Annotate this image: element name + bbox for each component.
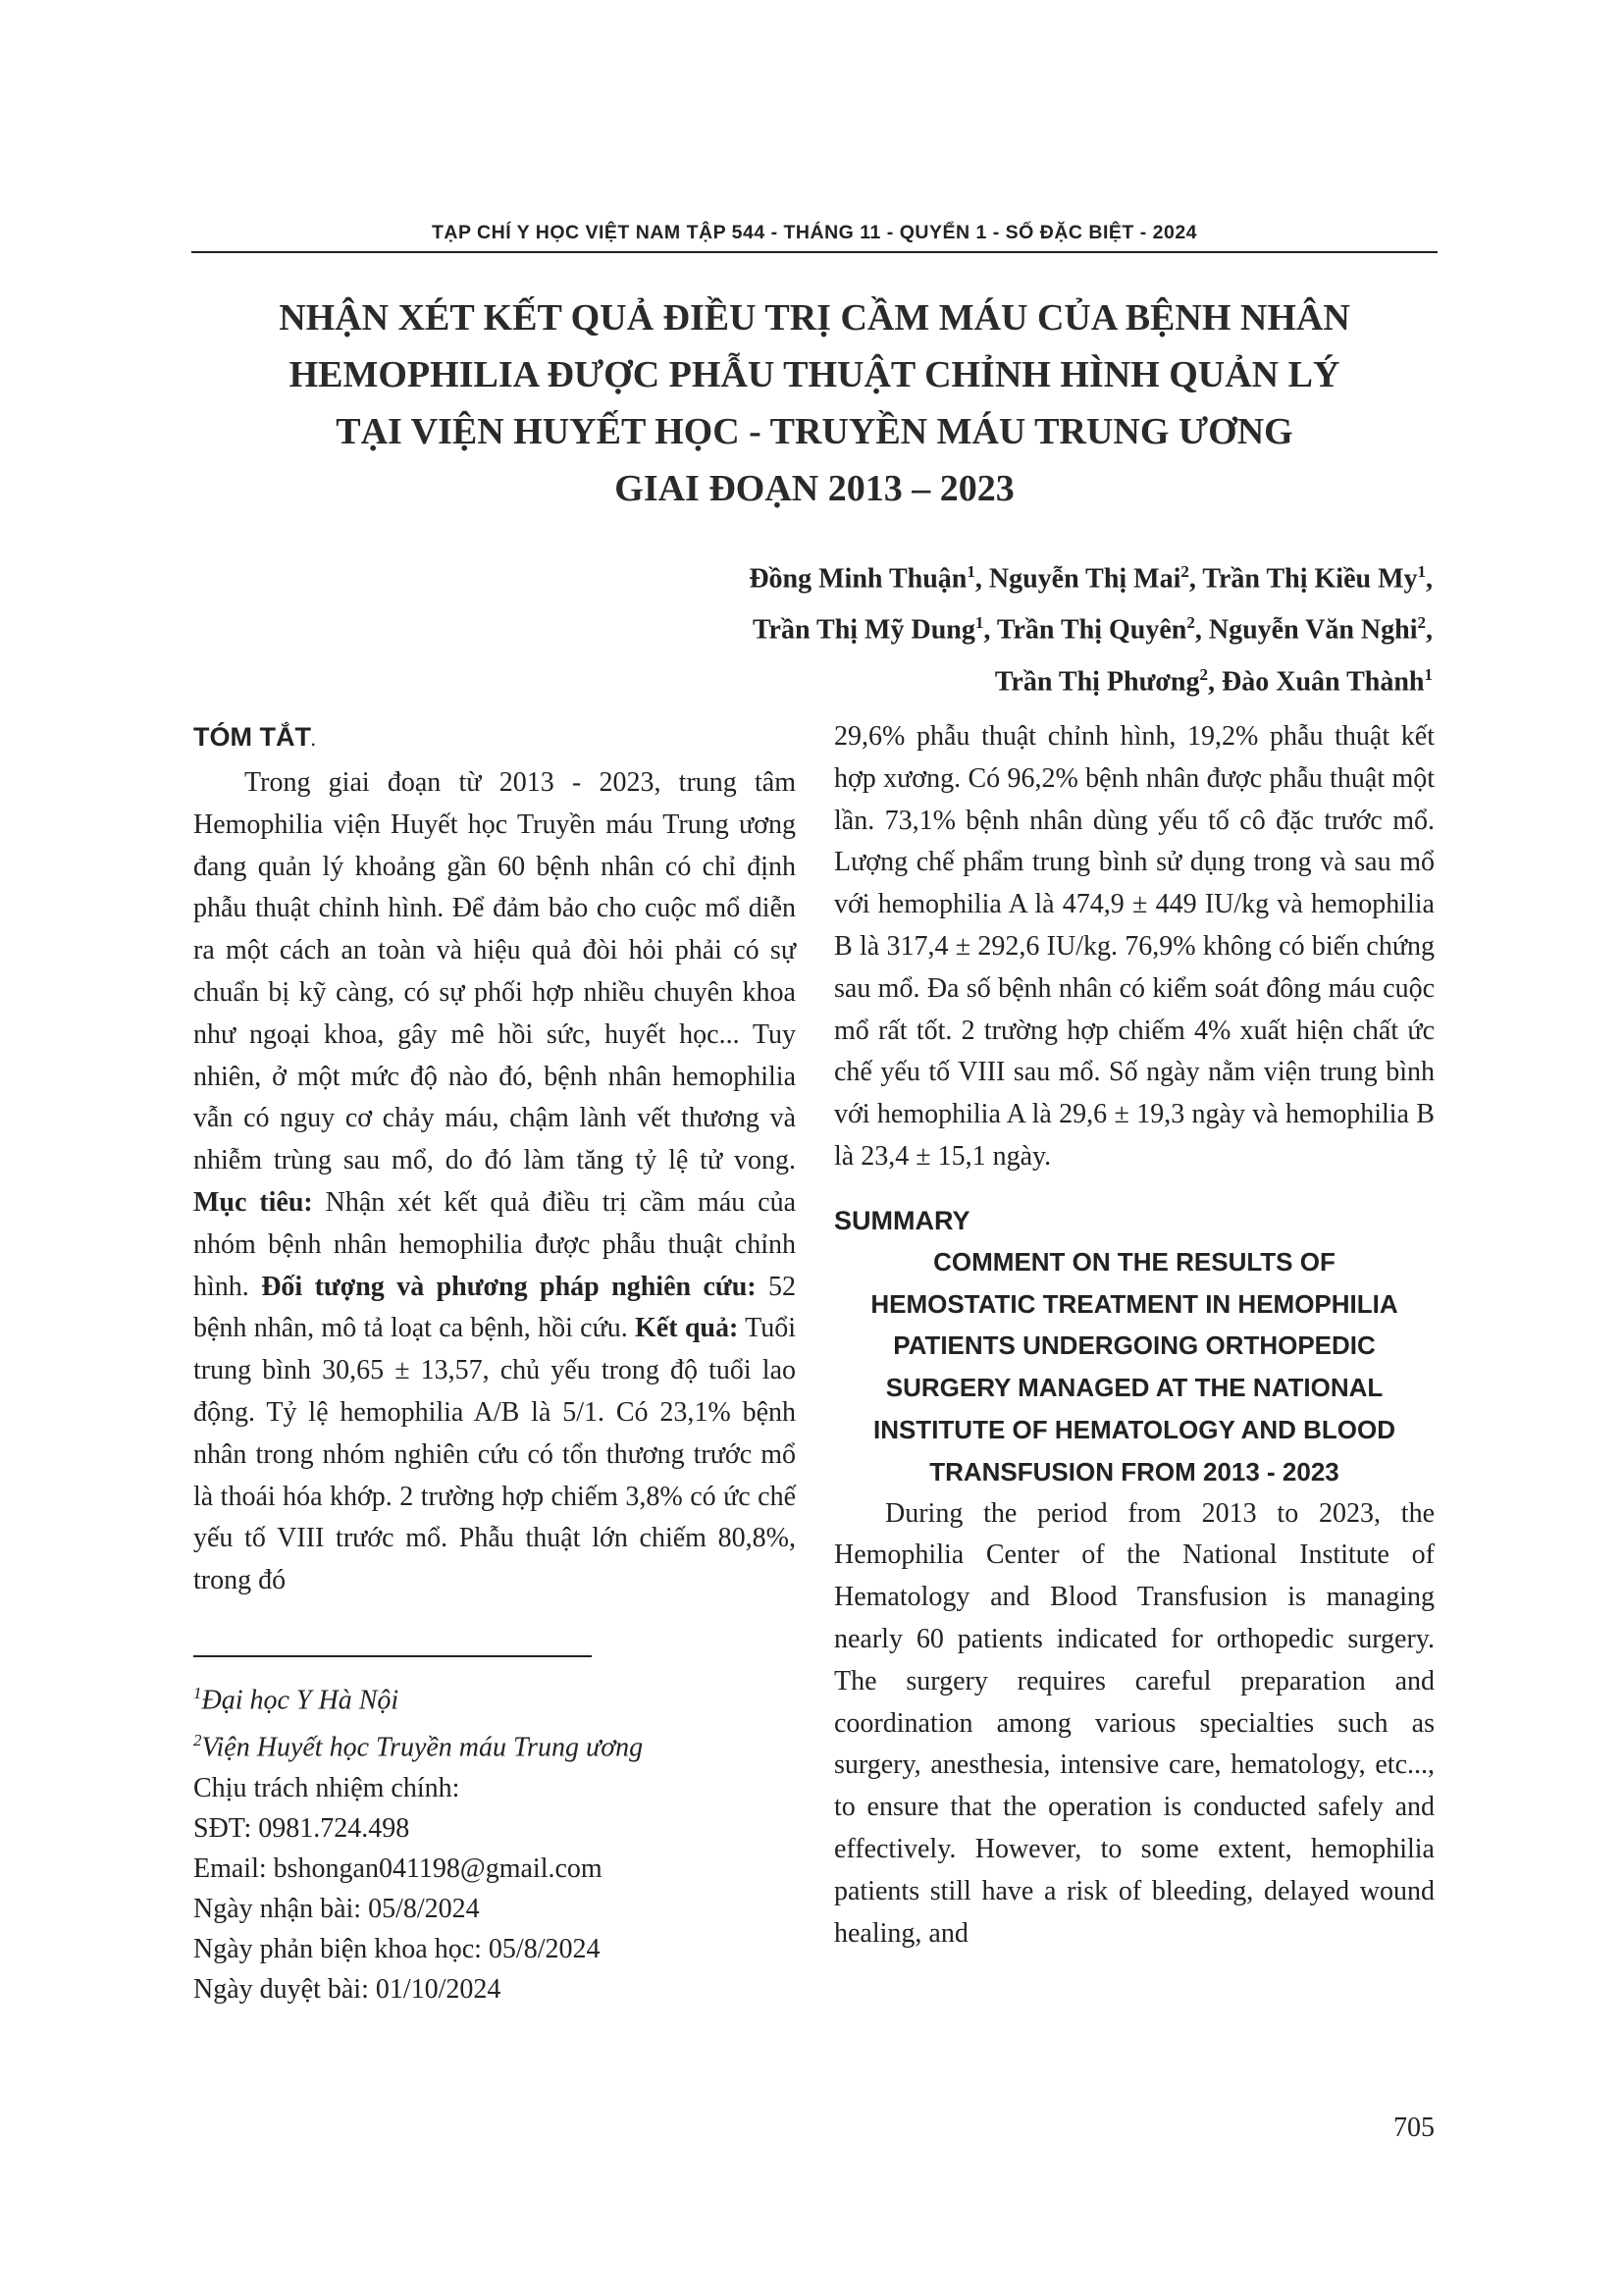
title-line: GIAI ĐOẠN 2013 – 2023 bbox=[614, 468, 1015, 509]
summary-title-line: COMMENT ON THE RESULTS OF bbox=[933, 1246, 1336, 1277]
header-rule bbox=[191, 251, 1438, 253]
summary-title-line: INSTITUTE OF HEMATOLOGY AND BLOOD bbox=[872, 1414, 1396, 1444]
author-name: Nguyễn Văn Nghi bbox=[1208, 614, 1418, 646]
affiliation-1: $^1$Đại học Y Hà Nội bbox=[193, 1684, 399, 1716]
date-received: Ngày nhận bài: 05/8/2024 bbox=[193, 1893, 480, 1924]
author-name: Đào Xuân Thành bbox=[1222, 665, 1425, 697]
abstract-heading: TÓM TẮT. bbox=[193, 722, 316, 752]
phone-number: SĐT: 0981.724.498 bbox=[193, 1812, 410, 1844]
author-name: Trần Thị Mỹ Dung bbox=[752, 614, 975, 646]
objective-label: Mục tiêu: bbox=[193, 1186, 313, 1218]
author-name: Trần Thị Quyên bbox=[996, 614, 1187, 646]
summary-body: During the period from 2013 to 2023, the Hemophilia Center of the National Institute of Hematology and Blood Transfusion is managing nearly 60 patients indicated for orthopedic surgery. The surgery requires careful preparation and coordination among various specialties such as surgery, anesthesia, intensive care, hematology, etc..., to ensure that the operation is conducted safely and effectively. However, to some extent, hemophilia patients still have a risk of bleeding, delayed wound healing, and bbox=[834, 1497, 1435, 1949]
page-number: 705 bbox=[1393, 2113, 1435, 2143]
running-header: TẠP CHÍ Y HỌC VIỆT NAM TẬP 544 - THÁNG 11 - QUYỂN 1 - SỐ ĐẶC BIỆT - 2024 bbox=[431, 222, 1198, 243]
affiliation-mark: 1 bbox=[974, 613, 984, 633]
corresponding-author-label: Chịu trách nhiệm chính: bbox=[193, 1772, 460, 1803]
affiliation-mark: 2 bbox=[1180, 562, 1189, 581]
summary-title-line: SURGERY MANAGED AT THE NATIONAL bbox=[885, 1373, 1384, 1403]
methods-label: Đối tượng và phương pháp nghiên cứu: bbox=[261, 1271, 757, 1302]
abstract-body: Trong giai đoạn từ 2013 - 2023, trung tâm Hemophilia viện Huyết học Truyền máu Trung ương đang quản lý khoảng gần 60 bệnh nhân có chỉ định phẫu thuật chỉnh hình. Để đảm bảo cho cuộc mổ diễn ra một cách an toàn và hiệu quả đòi hỏi phải có sự chuẩn bị kỹ càng, có sự phối hợp nhiều chuyên khoa như ngoại khoa, gây mê hồi sức, huyết học... Tuy nhiên, ở một mức độ nào đó, bệnh nhân hemophilia vẫn có nguy cơ chảy máu, chậm lành vết thương và nhiễm trùng sau mổ, do đó làm tăng tỷ lệ tử vong. Mục tiêu: Nhận xét kết quả điều trị cầm máu của nhóm bệnh nhân hemophilia được phẫu thuật chỉnh hình. Đối tượng và phương pháp nghiên cứu: 52 bệnh nhân, mô tả loạt ca bệnh, hồi cứu. Kết quả: Tuổi trung bình 30,65 ± 13,57, chủ yếu trong độ tuổi lao động. Tỷ lệ hemophilia A/B là 5/1. Có 23,1% bệnh nhân trong nhóm nghiên cứu có tổn thương trước mổ là thoái hóa khớp. 2 trường hợp chiếm 3,8% có ức chế yếu tố VIII trước mổ. Phẫu thuật lớn chiếm 80,8%, trong đó bbox=[193, 767, 797, 1596]
summary-heading: SUMMARY bbox=[834, 1205, 970, 1235]
author-name: Trần Thị Phương bbox=[994, 665, 1200, 697]
affiliation-mark: 2 bbox=[1199, 664, 1209, 684]
affiliation-mark: 2 bbox=[1417, 613, 1426, 633]
footnotes bbox=[193, 1673, 796, 2009]
results-label: Kết quả: bbox=[635, 1313, 739, 1344]
article-title bbox=[191, 289, 1438, 517]
abstract-continued: 29,6% phẫu thuật chỉnh hình, 19,2% phẫu thuật kết hợp xương. Có 96,2% bệnh nhân được phẫu thuật một lần. 73,1% bệnh nhân dùng yếu tố cô đặc trước mổ. Lượng chế phẩm trung bình sử dụng trong và sau mổ với hemophilia A là 474,9 ± 449 IU/kg và hemophilia B là 317,4 ± 292,6 IU/kg. 76,9% không có biến chứng sau mổ. Đa số bệnh nhân có kiểm soát đông máu cuộc mổ rất tốt. 2 trường hợp chiếm 4% xuất hiện chất ức chế yếu tố VIII sau mổ. Số ngày nằm viện trung bình với hemophilia A là 29,6 ± 19,3 ngày và hemophilia B là 23,4 ± 15,1 ngày. bbox=[834, 721, 1435, 1172]
summary-title-line: PATIENTS UNDERGOING ORTHOPEDIC bbox=[893, 1331, 1376, 1361]
date-reviewed: Ngày phản biện khoa học: 05/8/2024 bbox=[193, 1933, 601, 1964]
affiliation-mark: 1 bbox=[967, 562, 975, 581]
affiliation-mark: 1 bbox=[1417, 562, 1426, 581]
footnote-rule bbox=[193, 1655, 592, 1657]
author-name: Trần Thị Kiều My bbox=[1202, 563, 1418, 595]
summary-title-line: HEMOSTATIC TREATMENT IN HEMOPHILIA bbox=[870, 1288, 1398, 1319]
date-accepted: Ngày duyệt bài: 01/10/2024 bbox=[193, 1973, 501, 2005]
author-line: Trần Thị Mỹ Dung$^1$, Trần Thị Quyên$^2$, Nguyễn Văn Nghi$^2$, bbox=[752, 613, 1433, 646]
email-address: Email: bshongan041198@gmail.com bbox=[193, 1852, 602, 1884]
author-name: Nguyễn Thị Mai bbox=[988, 563, 1181, 595]
author-name: Đồng Minh Thuận bbox=[749, 563, 968, 595]
right-column bbox=[834, 716, 1435, 1955]
author-line: Đồng Minh Thuận$^1$, Nguyễn Thị Mai$^2$, Trần Thị Kiều My$^1$, bbox=[749, 562, 1433, 595]
left-column bbox=[193, 716, 796, 1602]
author-list bbox=[451, 549, 1433, 704]
title-line: NHẬN XÉT KẾT QUẢ ĐIỀU TRỊ CẦM MÁU CỦA BỆNH NHÂN bbox=[279, 297, 1350, 339]
affiliation-mark: 2 bbox=[1186, 613, 1195, 633]
summary-title-line: TRANSFUSION FROM 2013 - 2023 bbox=[929, 1456, 1339, 1487]
affiliation-2: $^2$Viện Huyết học Truyền máu Trung ương bbox=[193, 1731, 644, 1763]
title-line: TẠI VIỆN HUYẾT HỌC - TRUYỀN MÁU TRUNG ƯƠNG bbox=[336, 411, 1293, 452]
summary-title bbox=[834, 1241, 1435, 1493]
title-line: HEMOPHILIA ĐƯỢC PHẪU THUẬT CHỈNH HÌNH QUẢN LÝ bbox=[288, 354, 1340, 395]
affiliation-mark: 1 bbox=[1424, 664, 1433, 684]
author-line: Trần Thị Phương$^2$, Đào Xuân Thành$^1$ bbox=[994, 664, 1433, 697]
